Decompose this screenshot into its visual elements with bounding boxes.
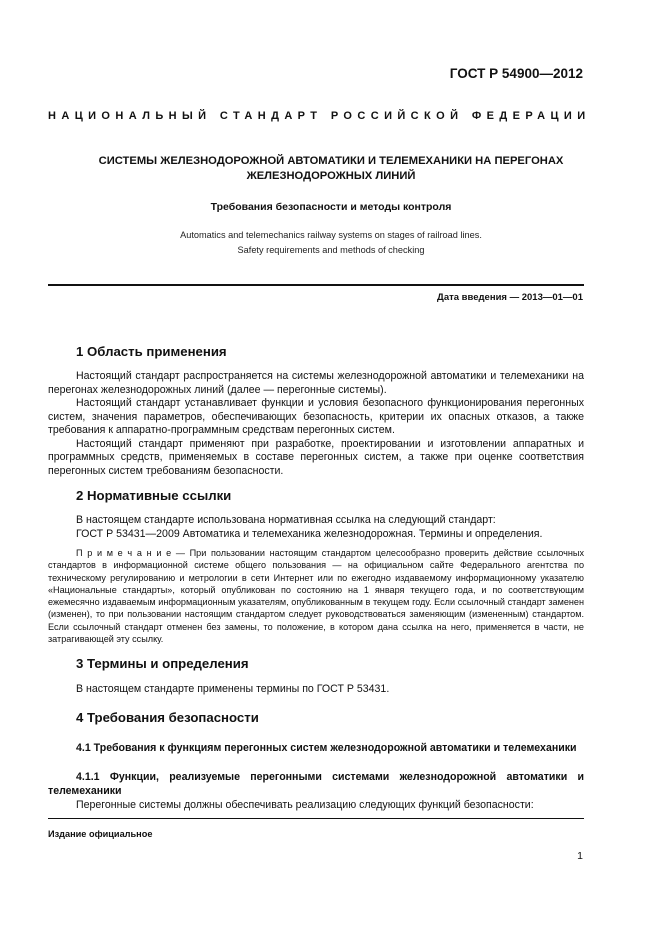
introduction-date: Дата введения — 2013—01—01 (437, 292, 583, 303)
note-text: П р и м е ч а н и е — При пользовании настоящим стандартом целесообразно проверить действие ссылочных стандартов в информационной системе общего пользования — на официальном сайте Федерального агентства по техническому регулированию и метрологии в сети Интернет или по ежегодно издаваемому информационному указателю «Национальные стандарты», который опубликован по состоянию на 1 января текущего года, и по соответствующим ежемесячно издаваемым информационным указателям, опубликованным в текущем году. Если ссылочный стандарт заменен (изменен), то при пользовании настоящим стандартом следует руководствоваться заменяющим (измененным) стандартом. Если ссылочный стандарт отменен без замены, то положение, в котором дана ссылка на него, применяется в части, не затрагивающей эту ссылку. (48, 548, 584, 645)
footer-rule (48, 818, 584, 819)
national-standard-banner: НАЦИОНАЛЬНЫЙ СТАНДАРТ РОССИЙСКОЙ ФЕДЕРАЦИИ (48, 110, 591, 122)
english-title-line-1: Automatics and telemechanics railway systems on stages of railroad lines. (180, 230, 482, 240)
document-code: ГОСТ Р 54900—2012 (449, 66, 583, 81)
section-2-heading: 2 Нормативные ссылки (76, 488, 232, 503)
divider-rule (48, 284, 584, 286)
title-line-2: ЖЕЛЕЗНОДОРОЖНЫХ ЛИНИЙ (246, 170, 416, 182)
english-title (48, 228, 614, 258)
document-title (48, 154, 614, 184)
section-2-paragraph-1: В настоящем стандарте использована нормативная ссылка на следующий стандарт: (76, 514, 496, 526)
section-1-paragraph-3: Настоящий стандарт применяют при разработке, проектировании и изготовлении аппаратных и программных средств, применяемых в составе перегонных систем, а также при оценке соответствия перегонных систем требованиям безопасности. (48, 437, 584, 477)
section-4-heading: 4 Требования безопасности (76, 710, 259, 725)
section-4-body (48, 799, 584, 813)
subsection-4-1-1: 4.1.1 Функции, реализуемые перегонными системами железнодорожной автоматики и телемеханики (48, 771, 584, 797)
section-3-paragraph-1: В настоящем стандарте применены термины по ГОСТ Р 53431. (76, 683, 390, 695)
section-4-paragraph-1: Перегонные системы должны обеспечивать реализацию следующих функций безопасности: (76, 799, 534, 811)
edition-label: Издание официальное (48, 829, 153, 839)
section-2-reference: ГОСТ Р 53431—2009 Автоматика и телемеханика железнодорожная. Термины и определения. (76, 527, 543, 540)
section-2-body (48, 514, 584, 541)
section-1-heading: 1 Область применения (76, 344, 227, 359)
document-subtitle: Требования безопасности и методы контроля (210, 201, 452, 213)
english-title-line-2: Safety requirements and methods of checking (237, 245, 425, 255)
title-line-1: СИСТЕМЫ ЖЕЛЕЗНОДОРОЖНОЙ АВТОМАТИКИ И ТЕЛЕМЕХАНИКИ НА ПЕРЕГОНАХ (98, 155, 564, 167)
section-3-heading: 3 Термины и определения (76, 656, 249, 671)
section-3-body (48, 683, 584, 697)
section-2-note (48, 547, 584, 645)
subsection-4-1: 4.1 Требования к функциям перегонных систем железнодорожной автоматики и телемеханики (76, 742, 577, 754)
section-1-paragraph-2: Настоящий стандарт устанавливает функции и условия безопасного функционирования перегонных систем, значения параметров, обеспечивающих безопасность, критерии их опасных отказов, а также требования к аппаратно-программным средствам перегонных систем. (48, 397, 584, 436)
page-number: 1 (577, 850, 583, 862)
section-1-paragraph-1: Настоящий стандарт распространяется на системы железнодорожной автоматики и телемеханики на перегонах железнодорожных линий (далее — перегонные системы). (48, 370, 584, 396)
section-1-body (48, 370, 584, 478)
